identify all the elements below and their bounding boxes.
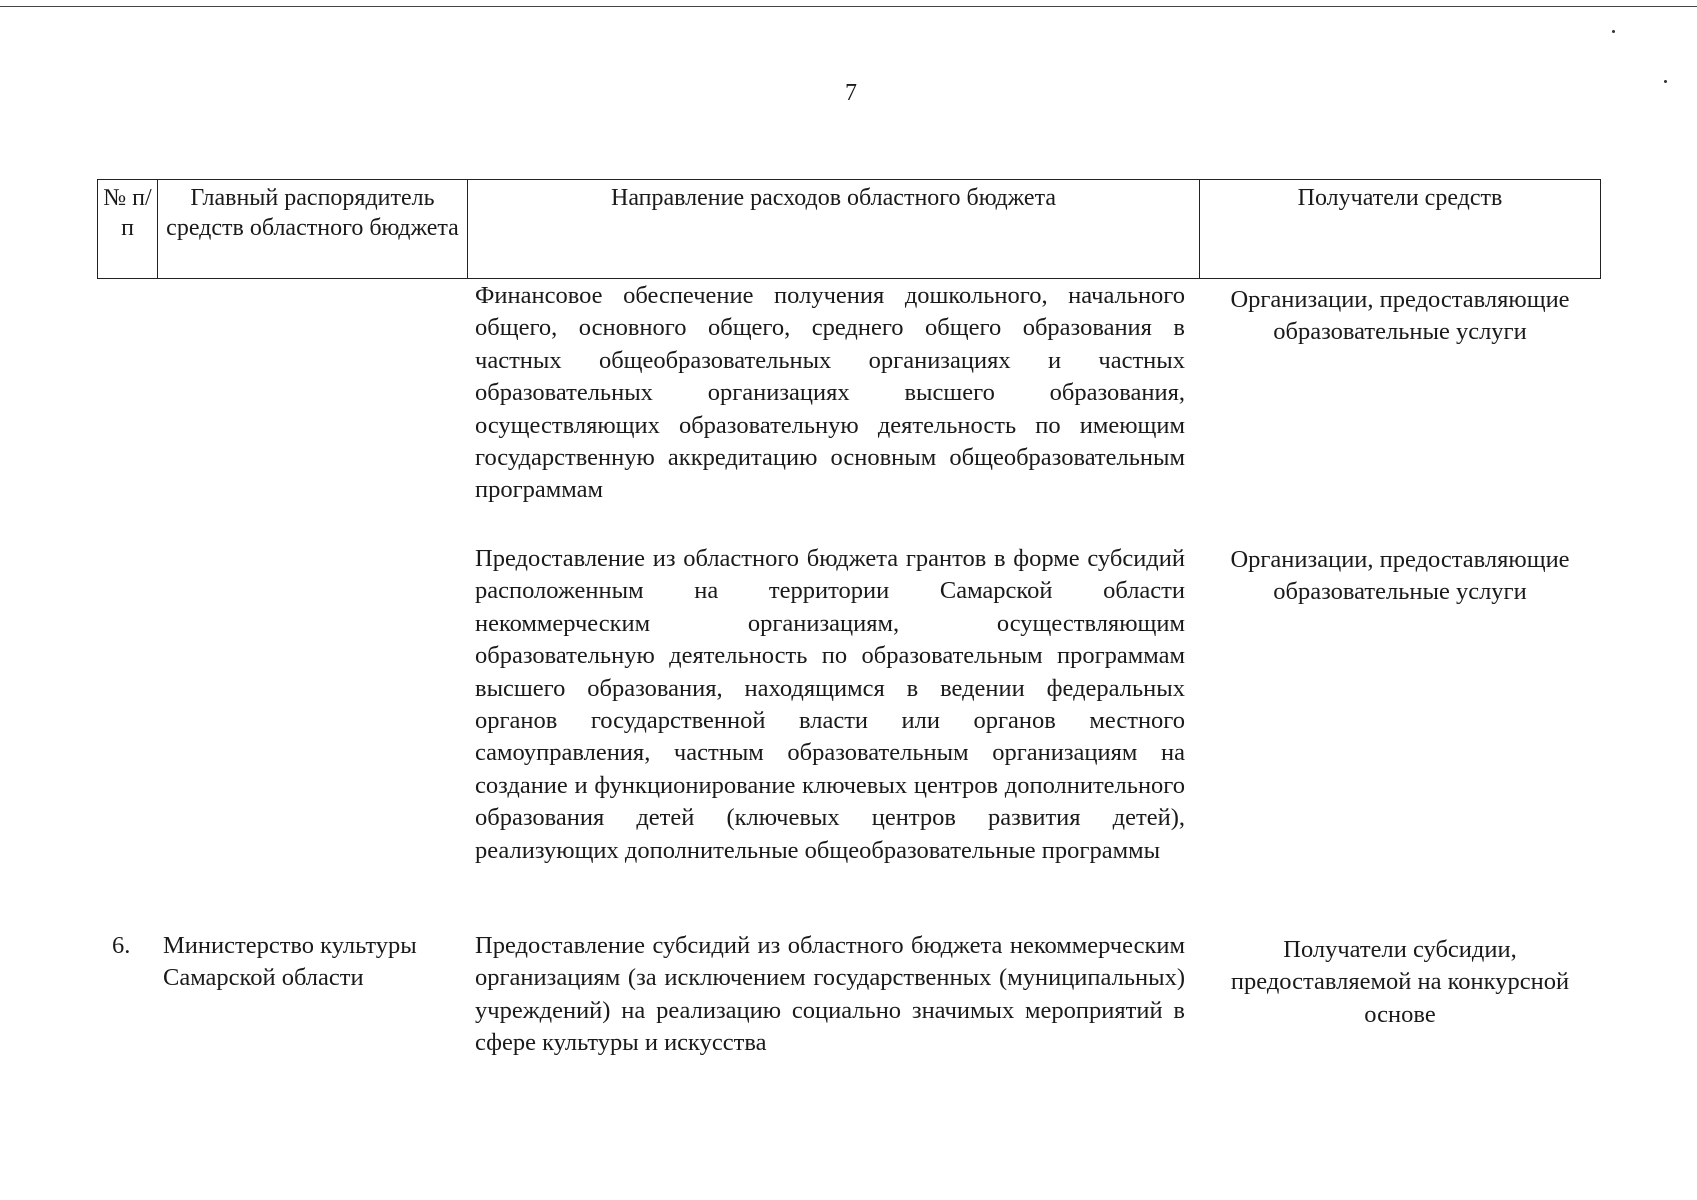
scan-speck <box>1664 80 1667 83</box>
row-3-grbs: Министерство культуры Самарской области <box>163 932 417 992</box>
page-number: 7 <box>845 80 857 106</box>
header-row <box>98 180 1601 279</box>
row-3-number: 6. <box>112 932 131 959</box>
header-num: № п/п <box>98 180 158 279</box>
header-recipients: Получатели средств <box>1200 180 1601 279</box>
row-2-direction: Предоставление из областного бюджета грантов в форме субсидий расположенным на территории Самарской области некоммерческим организациям, осуществляющим образовательную деятельность по образовательным программам высшего образования, находящимся в ведении федеральных органов государственной власти или органов местного самоуправления, частным образовательным организациям на создание и функционирование ключевых центров дополнительного образования детей (ключевых центров развития детей), реализующих дополнительные общеобразовательные программы <box>475 545 1185 864</box>
row-3-recipients: Получатели субсидии, предоставляемой на конкурсной основе <box>1230 936 1570 1028</box>
scan-speck <box>1612 30 1615 33</box>
row-3-direction: Предоставление субсидий из областного бюджета некоммерческим организациям (за исключением государственных (муниципальных) учреждений) на реализацию социально значимых мероприятий в сфере культуры и искусства <box>475 932 1185 1057</box>
row-2-recipients: Организации, предоставляющие образовательные услуги <box>1230 546 1570 606</box>
table-header <box>97 179 1601 279</box>
top-rule <box>0 6 1697 7</box>
row-1-direction: Финансовое обеспечение получения дошкольного, начального общего, основного общего, среднего общего образования в частных общеобразовательных организациях и частных образовательных организациях высшего образования, осуществляющих образовательную деятельность по имеющим государственную аккредитацию основным общеобразовательным программам <box>475 282 1185 504</box>
row-1-recipients: Организации, предоставляющие образовательные услуги <box>1230 286 1570 346</box>
header-direction: Направление расходов областного бюджета <box>468 180 1200 279</box>
header-grbs: Главный распорядитель средств областного бюджета <box>158 180 468 279</box>
